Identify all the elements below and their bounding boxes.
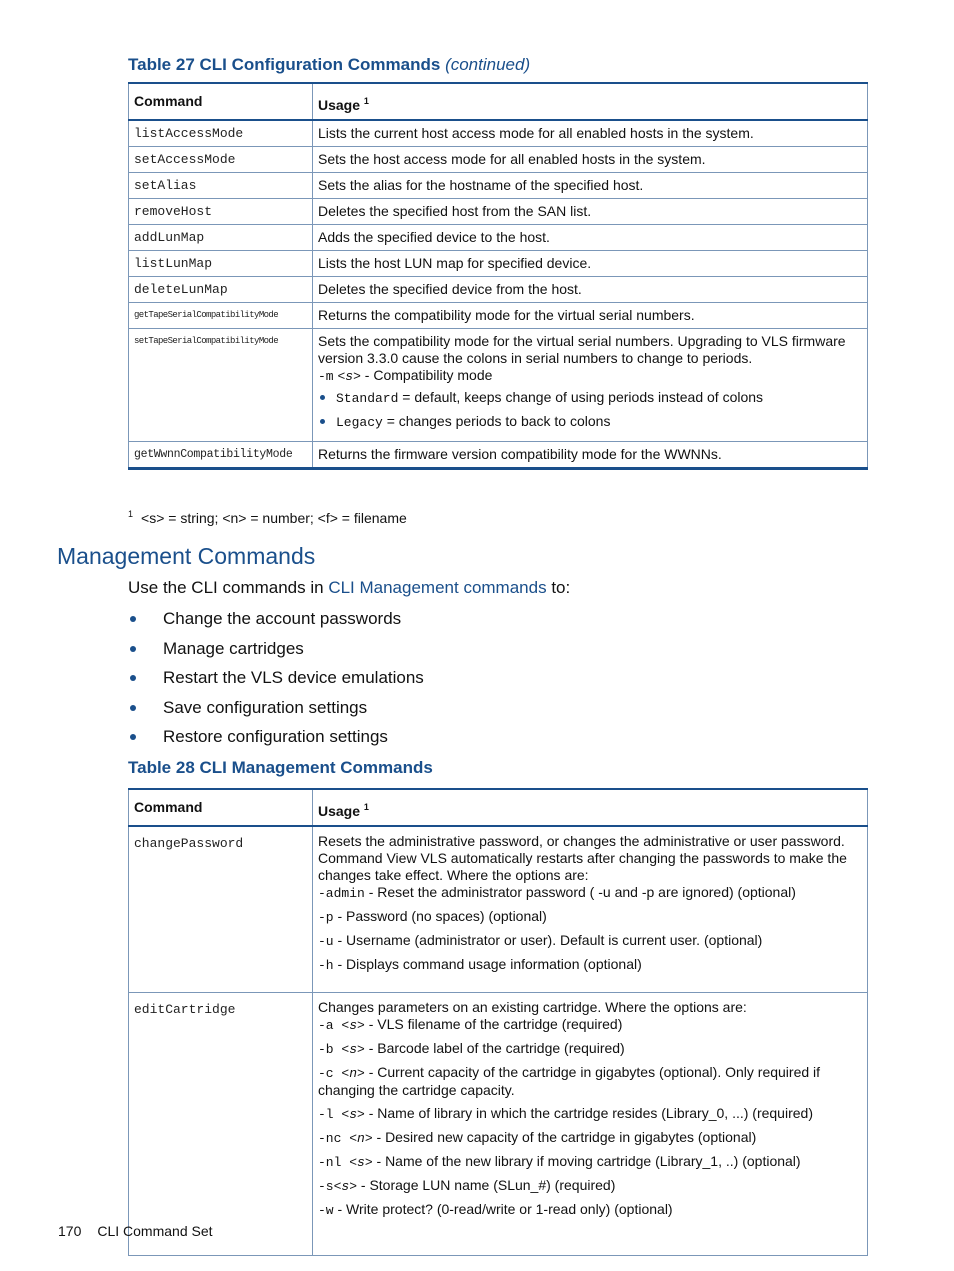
usage-cell: Deletes the specified device from the host. — [313, 277, 868, 303]
usage-cell: Sets the alias for the hostname of the specified host. — [313, 173, 868, 199]
option-line: -b <s> - Barcode label of the cartridge (required) — [318, 1040, 625, 1057]
list-item: Restart the VLS device emulations — [128, 665, 424, 695]
usage-cell: Sets the host access mode for all enabled hosts in the system. — [313, 147, 868, 173]
command-cell: setTapeSerialCompatibilityMode — [129, 329, 313, 442]
option-line: -s<s> - Storage LUN name (SLun_#) (required) — [318, 1177, 616, 1194]
command-cell: deleteLunMap — [129, 277, 313, 303]
command-cell: listLunMap — [129, 251, 313, 277]
option-line: -a <s> - VLS filename of the cartridge (required) — [318, 1016, 623, 1033]
usage-cell: Returns the compatibility mode for the virtual serial numbers. — [313, 303, 868, 329]
option-line: -nl <s> - Name of the new library if moving cartridge (Library_1, ..) (optional) — [318, 1153, 801, 1170]
usage-cell — [313, 826, 868, 993]
table28-caption: Table 28 CLI Management Commands — [128, 758, 433, 777]
option-line: -admin - Reset the administrator password ( -u and -p are ignored) (optional) — [318, 884, 796, 901]
section-intro: Use the CLI commands in CLI Management commands to: — [128, 578, 571, 597]
option-line: -c <n> - Current capacity of the cartridge in gigabytes (optional). Only required if changing the cartridge capacity. — [318, 1064, 821, 1098]
usage-cell: Adds the specified device to the host. — [313, 225, 868, 251]
page-number: 170 — [58, 1223, 82, 1239]
list-item: Legacy = changes periods to back to colons — [336, 413, 862, 431]
list-item: Change the account passwords — [128, 606, 424, 636]
command-cell: setAlias — [129, 173, 313, 199]
chapter-title: CLI Command Set — [97, 1223, 213, 1239]
usage-cell: Lists the current host access mode for all enabled hosts in the system. — [313, 120, 868, 147]
usage-cell — [313, 993, 868, 1256]
command-cell: editCartridge — [129, 993, 313, 1256]
usage-cell: Returns the firmware version compatibility mode for the WWNNs. — [313, 442, 868, 469]
table28-col-command: Command — [129, 789, 313, 826]
table27-footnote: $^1$ <s> = string; <n> = number; <f> = filename — [128, 509, 407, 526]
table27-col-command: Command — [129, 83, 313, 120]
cli-management-link[interactable]: CLI Management commands — [328, 578, 547, 597]
command-cell: addLunMap — [129, 225, 313, 251]
table27-caption-continued: (continued) — [445, 55, 531, 74]
command-cell: getTapeSerialCompatibilityMode — [129, 303, 313, 329]
list-item: Manage cartridges — [128, 636, 424, 666]
footnote-marker: 1 — [363, 96, 369, 106]
table28-col-usage: Usage $^1$ — [313, 789, 868, 826]
command-cell: changePassword — [129, 826, 313, 993]
page-footer — [58, 1223, 213, 1239]
command-cell: setAccessMode — [129, 147, 313, 173]
option-line: -u - Username (administrator or user). Default is current user. (optional) — [318, 932, 763, 949]
section-title: Management Commands — [57, 543, 316, 569]
table27-col-usage: Usage $^1$ — [313, 83, 868, 120]
command-cell: listAccessMode — [129, 120, 313, 147]
option-line: -p - Password (no spaces) (optional) — [318, 908, 547, 925]
list-item: Restore configuration settings — [128, 724, 424, 754]
option-line: -h - Displays command usage information (optional) — [318, 956, 642, 973]
list-item: Save configuration settings — [128, 695, 424, 725]
option-line: -l <s> - Name of library in which the cartridge resides (Library_0, ...) (required) — [318, 1105, 813, 1122]
table27-caption-title: Table 27 CLI Configuration Commands — [128, 55, 441, 74]
table-row — [129, 826, 868, 993]
table-row — [129, 993, 868, 1256]
usage-text: Sets the compatibility mode for the virtual serial numbers. Upgrading to VLS firmware version 3.3.0 cause the colons in serial numbers to change to periods. — [318, 333, 846, 366]
table28-header-row — [129, 789, 868, 826]
command-cell: getWwnnCompatibilityMode — [129, 442, 313, 469]
option-line: -w - Write protect? (0-read/write or 1-read only) (optional) — [318, 1201, 673, 1218]
usage-cell: Deletes the specified host from the SAN list. — [313, 199, 868, 225]
usage-text: Resets the administrative password, or changes the administrative or user password. Command View VLS automatically restarts after changing the passwords to make the changes take effect. Where the options are: — [318, 833, 847, 883]
usage-text: Changes parameters on an existing cartridge. Where the options are: — [318, 999, 747, 1015]
option-line: -nc <n> - Desired new capacity of the cartridge in gigabytes (optional) — [318, 1129, 757, 1146]
option-line: -m <s> - Compatibility mode — [318, 367, 493, 384]
table28 — [128, 788, 868, 1256]
list-item: Standard = default, keeps change of using periods instead of colons — [336, 389, 862, 407]
footnote-marker: 1 — [363, 802, 369, 812]
command-cell: removeHost — [129, 199, 313, 225]
usage-cell: Lists the host LUN map for specified device. — [313, 251, 868, 277]
